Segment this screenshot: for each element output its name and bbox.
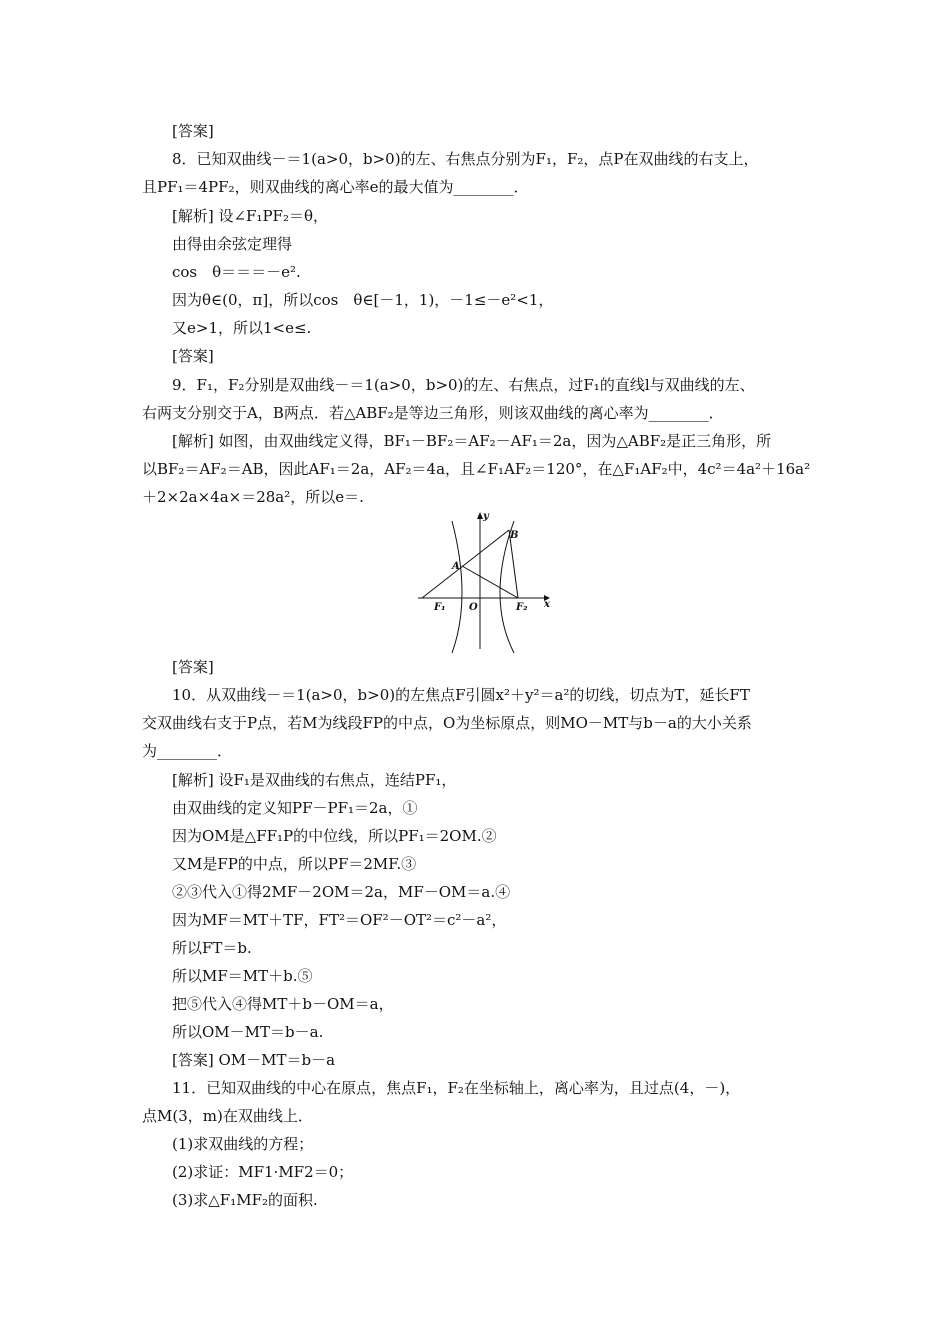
solution-9-line-3: ＋2×2a×4a×＝28a²，所以e＝. <box>142 488 364 506</box>
solution-10-line-1: [解析] 设F₁是双曲线的右焦点，连结PF₁， <box>172 771 457 789</box>
solution-10-line-4: 又M是FP的中点，所以PF＝2MF.③ <box>172 855 417 873</box>
solution-9-line-1: [解析] 如图，由双曲线定义得，BF₁－BF₂＝AF₂－AF₁＝2a，因为△ABF₂是正三角形，所 <box>172 432 772 450</box>
solution-10-line-3: 因为OM是△FF₁P的中位线，所以PF₁＝2OM.② <box>172 827 497 845</box>
solution-8-line-3: cos θ＝＝＝－e². <box>172 263 301 281</box>
label-x: x <box>544 599 550 610</box>
problem-9-line-2: 右两支分别交于A，B两点．若△ABF₂是等边三角形，则该双曲线的离心率为________． <box>142 404 724 422</box>
solution-8-line-4: 因为θ∈(0，π]，所以cos θ∈[－1，1)，－1≤－e²<1， <box>172 291 554 309</box>
problem-8-line-1: 8．已知双曲线－＝1(a>0，b>0)的左、右焦点分别为F₁，F₂，点P在双曲线的右支上， <box>172 150 759 168</box>
answer-label: [答案] <box>172 347 214 365</box>
solution-10-line-10: 所以OM－MT＝b－a. <box>172 1023 324 1041</box>
answer-label: [答案] <box>172 122 214 140</box>
label-F1: F₁ <box>434 602 446 613</box>
problem-11-part-3: (3)求△F₁MF₂的面积. <box>172 1191 318 1209</box>
label-B: B <box>510 530 519 541</box>
problem-11-line-1: 11．已知双曲线的中心在原点，焦点F₁，F₂在坐标轴上，离心率为，且过点(4，－)， <box>172 1079 741 1097</box>
problem-10-line-1: 10．从双曲线－＝1(a>0，b>0)的左焦点F引圆x²＋y²＝a²的切线，切点为T，延长FT <box>172 686 750 704</box>
solution-8-line-5: 又e>1，所以1<e≤. <box>172 319 312 337</box>
problem-11-part-2: (2)求证：MF1·MF2＝0； <box>172 1163 354 1181</box>
problem-10-line-3: 为________． <box>142 742 233 760</box>
problem-8-line-2: 且PF₁＝4PF₂，则双曲线的离心率e的最大值为________． <box>142 178 529 196</box>
label-O: O <box>469 602 478 613</box>
problem-10-line-2: 交双曲线右支于P点，若M为线段FP的中点，O为坐标原点，则MO－MT与b－a的大小关系 <box>142 714 752 732</box>
answer-10: [答案] OM－MT＝b－a <box>172 1051 336 1069</box>
solution-8-line-1: [解析] 设∠F₁PF₂＝θ， <box>172 207 329 225</box>
solution-10-line-2: 由双曲线的定义知PF－PF₁＝2a，① <box>172 799 418 817</box>
problem-11-line-2: 点M(3，m)在双曲线上． <box>142 1107 313 1125</box>
line-l <box>422 530 509 598</box>
label-A: A <box>452 561 460 572</box>
answer-label: [答案] <box>172 658 214 676</box>
solution-9-line-2: 以BF₂＝AF₂＝AB，因此AF₁＝2a，AF₂＝4a，且∠F₁AF₂＝120°，在△F₁AF₂中，4c²＝4a²＋16a² <box>142 460 811 478</box>
problem-9-line-1: 9．F₁，F₂分别是双曲线－＝1(a>0，b>0)的左、右焦点，过F₁的直线l与双曲线的左、 <box>172 376 755 394</box>
label-y: y <box>483 511 489 522</box>
solution-10-line-5: ②③代入①得2MF－2OM＝2a，MF－OM＝a.④ <box>172 883 511 901</box>
solution-10-line-9: 把⑤代入④得MT＋b－OM＝a， <box>172 995 394 1013</box>
segment-AF2 <box>462 566 518 598</box>
label-F2: F₂ <box>516 602 528 613</box>
solution-8-line-2: 由得由余弦定理得 <box>172 235 293 253</box>
solution-10-line-6: 因为MF＝MT＋TF，FT²＝OF²－OT²＝c²－a²， <box>172 911 507 929</box>
hyperbola-left-branch <box>452 521 462 653</box>
hyperbola-figure <box>414 507 564 655</box>
solution-10-line-8: 所以MF＝MT＋b.⑤ <box>172 967 313 985</box>
problem-11-part-1: (1)求双曲线的方程； <box>172 1135 314 1153</box>
solution-10-line-7: 所以FT＝b. <box>172 939 252 957</box>
